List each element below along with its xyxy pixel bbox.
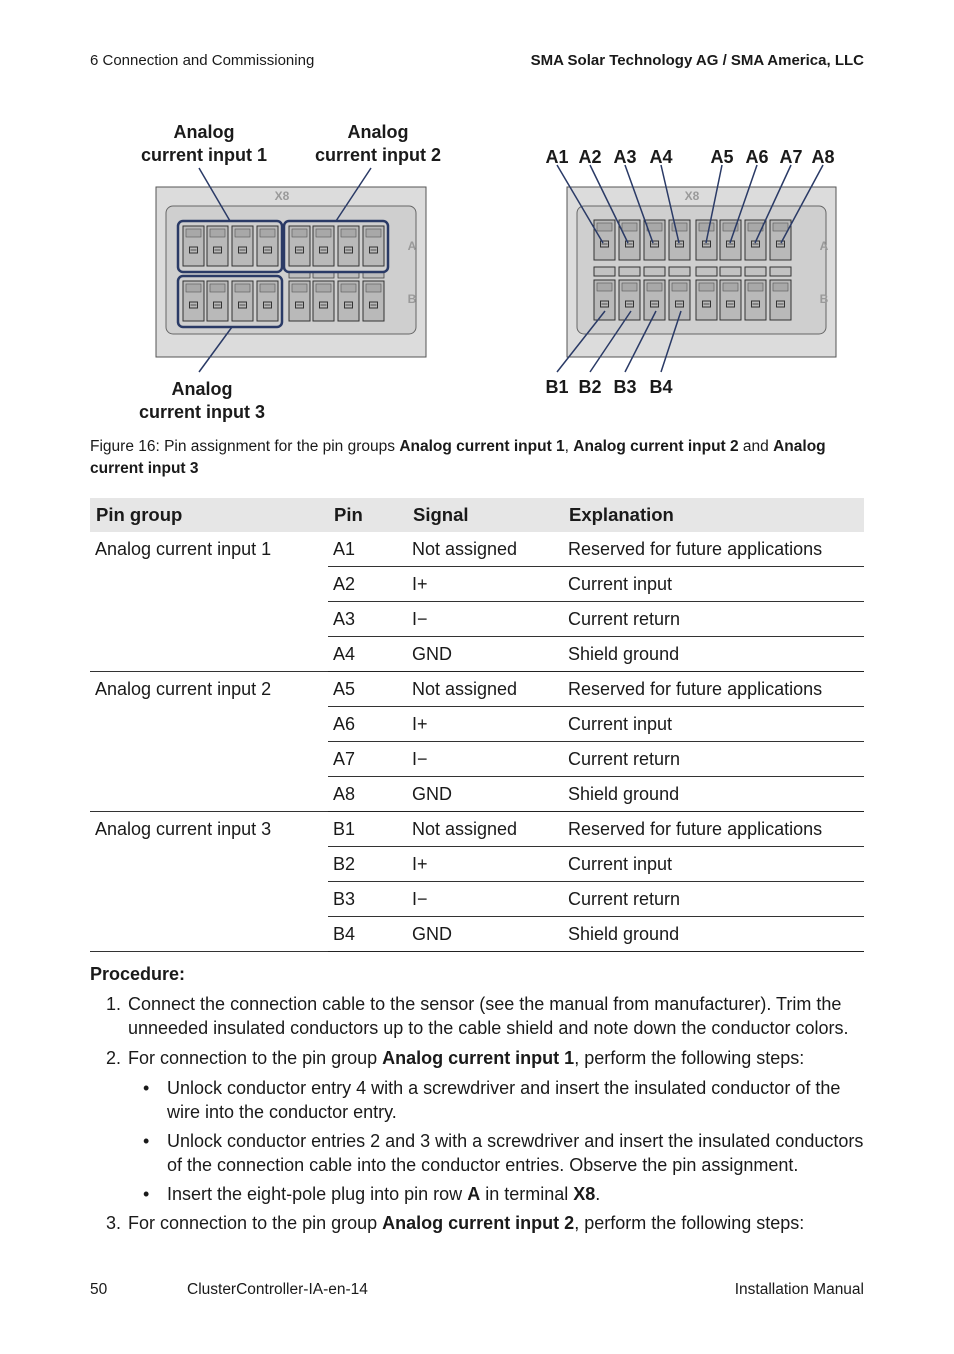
pin-label-a4: A4	[649, 147, 673, 167]
cell-explanation: Shield ground	[563, 777, 864, 812]
header-section: 6 Connection and Commissioning	[90, 52, 315, 69]
cell-pin: A6	[328, 707, 407, 742]
cell-signal: Not assigned	[407, 532, 563, 567]
row-a-label: A	[407, 239, 417, 253]
procedure-bullet-2: • Unlock conductor entries 2 and 3 with a screwdriver and insert the insulated conductors of the connection cable into the conductor entries. Observe the pin assignment.	[143, 1131, 864, 1175]
cell-pin: A8	[328, 777, 407, 812]
cell-pin-group: Analog current input 1	[90, 532, 328, 672]
pin-row-a	[313, 226, 334, 266]
cell-pin: B4	[328, 917, 407, 952]
pin-row-b	[720, 280, 741, 320]
pin-row-b	[313, 281, 334, 321]
label-input-1-line1: Analog	[173, 122, 235, 142]
cell-explanation: Reserved for future applications	[563, 532, 864, 567]
pin-row-a	[207, 226, 228, 266]
procedure-title: Procedure:	[90, 964, 186, 984]
cell-pin: B2	[328, 847, 407, 882]
pin-row-b	[696, 280, 717, 320]
cell-signal: I−	[407, 742, 563, 777]
cell-signal: I+	[407, 847, 563, 882]
cell-signal: GND	[407, 917, 563, 952]
pin-label-b1: B1	[545, 377, 569, 397]
pin-row-b	[338, 281, 359, 321]
pin-label-a5: A5	[710, 147, 734, 167]
cell-signal: GND	[407, 637, 563, 672]
cell-explanation: Current return	[563, 742, 864, 777]
cell-signal: Not assigned	[407, 672, 563, 707]
procedure-step-3: 3. For connection to the pin group Analog current input 2, perform the following steps:	[106, 1213, 805, 1233]
cell-pin: A1	[328, 532, 407, 567]
cell-explanation: Shield ground	[563, 637, 864, 672]
procedure-bullet-1: • Unlock conductor entry 4 with a screwdriver and insert the insulated conductor of the wire into the conductor entry.	[143, 1078, 841, 1122]
pin-row-a	[289, 226, 310, 266]
pin-label-a2: A2	[578, 147, 602, 167]
pin-row-b	[232, 281, 253, 321]
row-b-label: B	[407, 292, 417, 306]
cell-pin-group: Analog current input 3	[90, 812, 328, 952]
pin-label-a8: A8	[811, 147, 835, 167]
header-explanation: Explanation	[563, 498, 864, 532]
header-pin-group: Pin group	[90, 498, 328, 532]
footer-document-id: ClusterController-IA-en-14	[187, 1281, 368, 1298]
label-input-1-line2: current input 1	[140, 145, 268, 165]
right-labels-row-b	[545, 377, 672, 397]
cell-pin: A3	[328, 602, 407, 637]
pin-row-b	[183, 281, 204, 321]
terminal-x8-label: X8	[274, 189, 290, 203]
cell-explanation: Reserved for future applications	[563, 672, 864, 707]
left-connector-diagram	[139, 122, 441, 422]
cell-pin-group: Analog current input 2	[90, 672, 328, 812]
pin-row-a	[257, 226, 278, 266]
pin-label-a6: A6	[745, 147, 769, 167]
table-header-row	[90, 498, 864, 532]
cell-explanation: Current return	[563, 602, 864, 637]
cell-pin: A2	[328, 567, 407, 602]
pin-label-a1: A1	[545, 147, 569, 167]
pin-row-b	[745, 280, 766, 320]
label-input-2-line1: Analog	[347, 122, 409, 142]
pin-row-a	[183, 226, 204, 266]
header-company: SMA Solar Technology AG / SMA America, LLC	[530, 52, 864, 69]
right-labels-row-a	[545, 147, 834, 167]
cell-signal: GND	[407, 777, 563, 812]
cell-pin: A7	[328, 742, 407, 777]
pin-row-b	[594, 280, 615, 320]
pin-row-a	[594, 220, 615, 260]
pin-row-a	[770, 220, 791, 260]
pin-row-a	[363, 226, 384, 266]
cell-pin: B3	[328, 882, 407, 917]
pin-row-a	[232, 226, 253, 266]
cell-explanation: Current input	[563, 567, 864, 602]
pin-row-a	[338, 226, 359, 266]
procedure-step-1: 1. Connect the connection cable to the sensor (see the manual from manufacturer). Trim the unneeded insulated conductors up to the cable shield and note down the conductor colors.	[106, 994, 849, 1038]
cell-signal: I+	[407, 707, 563, 742]
pin-assignment-figure	[0, 100, 954, 430]
cell-pin: A4	[328, 637, 407, 672]
pin-label-a7: A7	[779, 147, 803, 167]
cell-explanation: Current return	[563, 882, 864, 917]
procedure-bullet-3: • Insert the eight-pole plug into pin row A in terminal X8.	[143, 1184, 601, 1204]
cell-pin: A5	[328, 672, 407, 707]
label-input-2-line2: current input 2	[314, 145, 442, 165]
right-connector-diagram	[545, 147, 836, 397]
terminal-x8-label-right: X8	[684, 189, 700, 203]
procedure-step-2: 2. For connection to the pin group Analog current input 1, perform the following steps:	[106, 1048, 805, 1068]
cell-explanation: Shield ground	[563, 917, 864, 952]
header-signal: Signal	[407, 498, 563, 532]
cell-explanation: Current input	[563, 707, 864, 742]
pin-label-b4: B4	[649, 377, 673, 397]
cell-signal: I+	[407, 567, 563, 602]
cell-explanation: Reserved for future applications	[563, 812, 864, 847]
header-pin: Pin	[328, 498, 407, 532]
cell-signal: I−	[407, 602, 563, 637]
label-input-3-line1: Analog	[171, 379, 233, 399]
cell-pin: B1	[328, 812, 407, 847]
pin-label-b2: B2	[578, 377, 602, 397]
pin-row-b	[770, 280, 791, 320]
pin-row-b	[289, 281, 310, 321]
pin-row-b	[207, 281, 228, 321]
row-a-label-right: A	[819, 239, 829, 253]
pin-row-b	[363, 281, 384, 321]
footer-manual-title: Installation Manual	[734, 1281, 864, 1298]
cell-signal: Not assigned	[407, 812, 563, 847]
pin-row-a	[669, 220, 690, 260]
pin-row-a	[619, 220, 640, 260]
cell-explanation: Current input	[563, 847, 864, 882]
pin-assignment-table	[90, 498, 864, 952]
table-row	[90, 812, 864, 847]
cell-signal: I−	[407, 882, 563, 917]
row-b-label-right: B	[819, 292, 829, 306]
pin-label-b3: B3	[613, 377, 637, 397]
pin-row-b	[257, 281, 278, 321]
footer-page-number: 50	[90, 1281, 108, 1298]
table-row	[90, 672, 864, 707]
pin-label-a3: A3	[613, 147, 637, 167]
label-input-3-line2: current input 3	[138, 402, 266, 422]
procedure-section	[90, 962, 870, 1241]
table-row	[90, 532, 864, 567]
figure-caption: Figure 16: Pin assignment for the pin groups Analog current input 1, Analog current input 2 and Analog current input 3	[90, 438, 826, 477]
